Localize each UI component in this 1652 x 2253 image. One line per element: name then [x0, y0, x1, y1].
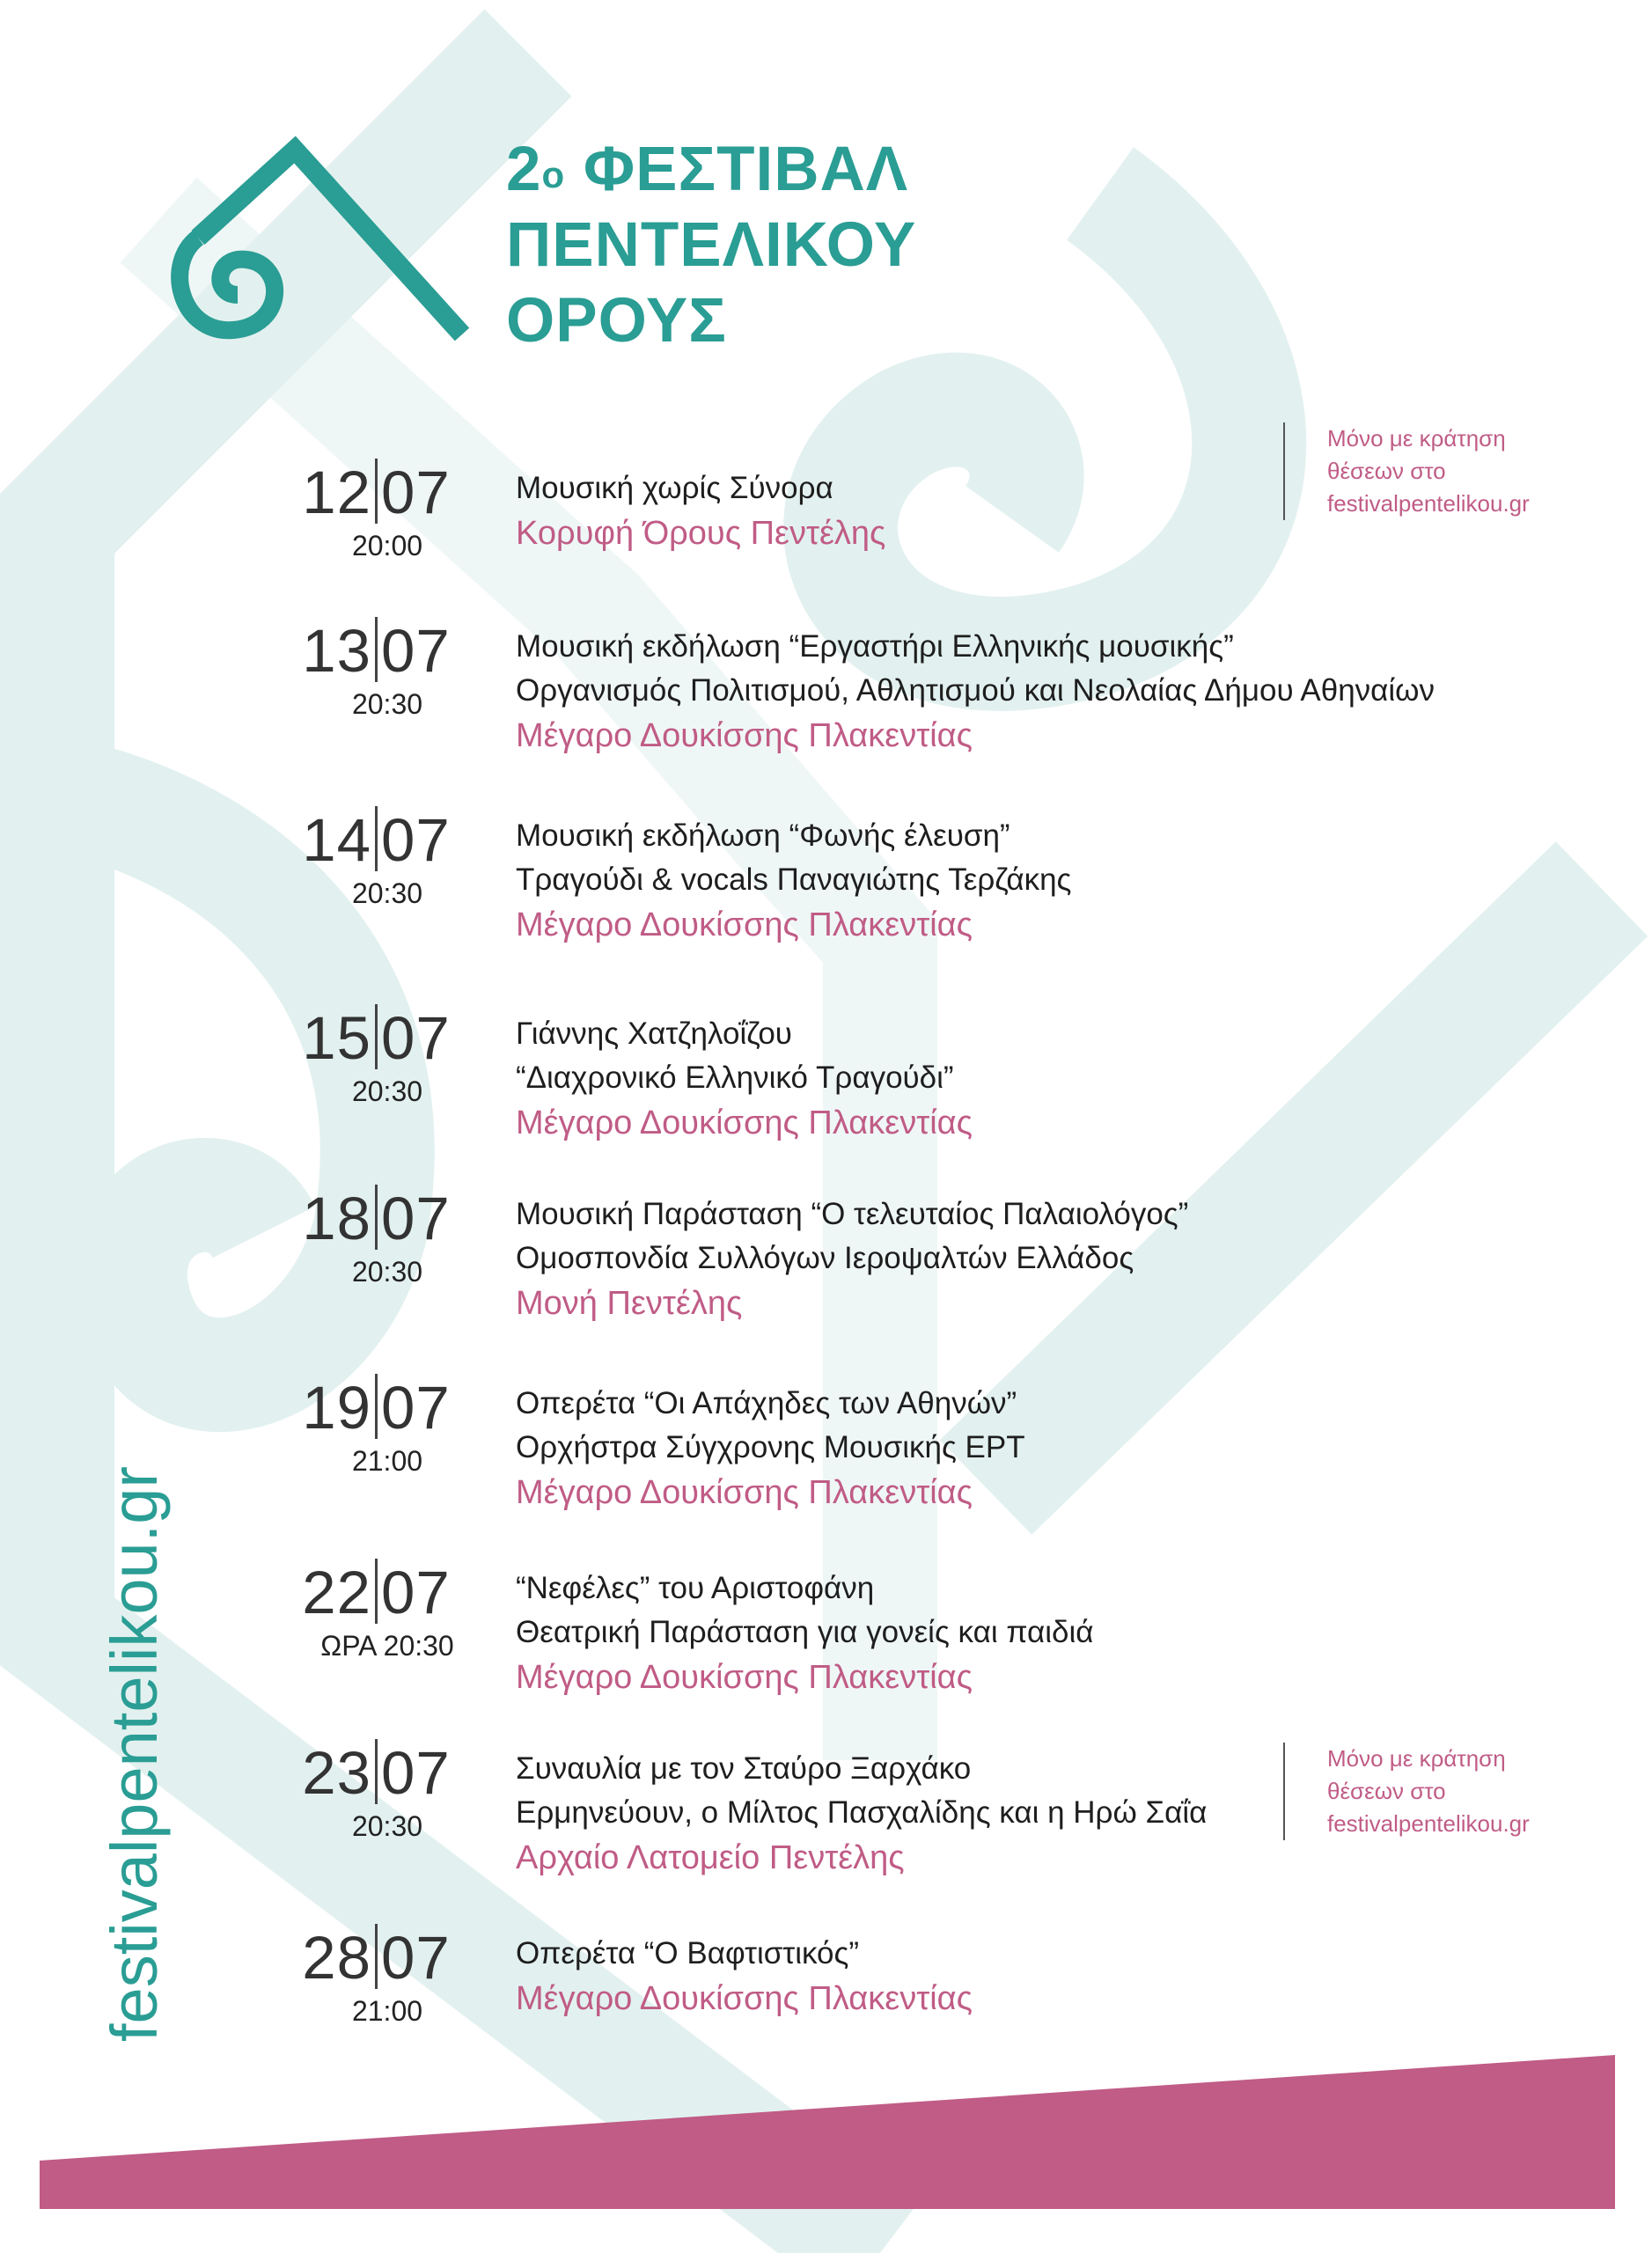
event-time: 20:30: [351, 1810, 423, 1842]
event-time: 20:30: [351, 1075, 423, 1107]
reservation-link[interactable]: festivalpentelikou.gr: [1327, 1810, 1530, 1837]
event-date: 23 07: [302, 1739, 451, 1807]
event-subtitle: Θεατρική Παράσταση για γονείς και παιδιά: [516, 1615, 1094, 1649]
reservation-note: Μόνο με κράτηση θέσεων στο festivalpentelikou.gr: [1283, 422, 1530, 520]
event-venue: Μέγαρο Δουκίσσης Πλακεντίας: [516, 906, 973, 943]
event-time: 20:30: [351, 1256, 423, 1288]
event-title: Γιάννης Χατζηλοΐζου: [516, 1016, 792, 1051]
event-title: Μουσική χωρίς Σύνορα: [516, 471, 833, 505]
event-time: ΩΡΑ 20:30: [320, 1630, 454, 1662]
title-line-1: $2^o$ ΦΕΣΤΙΒΑΛ: [506, 135, 909, 204]
event-venue: Μέγαρο Δουκίσσης Πλακεντίας: [516, 1980, 973, 2017]
event-subtitle: Ερμηνεύουν, ο Μίλτος Πασχαλίδης και η Ηρώ Σαΐα: [516, 1795, 1208, 1830]
event-time: 20:30: [351, 688, 423, 720]
festival-logo-icon: [163, 132, 488, 343]
event-title: Οπερέτα “Οι Απάχηδες των Αθηνών”: [516, 1386, 1017, 1420]
side-website-url: festivalpentelikou.gr: [98, 1465, 171, 2042]
event-date: 12 07: [302, 459, 451, 526]
event-subtitle: Ορχήστρα Σύγχρονης Μουσικής ΕΡΤ: [516, 1430, 1025, 1464]
festival-title: [506, 132, 916, 359]
reservation-link[interactable]: festivalpentelikou.gr: [1327, 490, 1530, 517]
event-venue: Κορυφή Όρους Πεντέλης: [516, 515, 886, 552]
event-time: 20:00: [351, 530, 423, 561]
event-title: Μουσική εκδήλωση “Εργαστήρι Ελληνικής μουσικής”: [516, 629, 1234, 664]
event-time: 20:30: [351, 877, 423, 909]
event-subtitle: Ομοσπονδία Συλλόγων Ιεροψαλτών Ελλάδος: [516, 1241, 1134, 1275]
event-title: Μουσική εκδήλωση “Φωνής έλευση”: [516, 818, 1010, 853]
event-title: Οπερέτα “Ο Βαφτιστικός”: [516, 1936, 860, 1970]
event-subtitle: “Διαχρονικό Ελληνικό Τραγούδι”: [516, 1060, 954, 1095]
title-line-3: ΟΡΟΥΣ: [506, 286, 727, 356]
event-title: Συναυλία με τον Σταύρο Ξαρχάκο: [516, 1751, 972, 1786]
event-time: 21:00: [351, 1445, 423, 1477]
event-time: 21:00: [351, 1995, 423, 2027]
event-subtitle: Τραγούδι & vocals Παναγιώτης Τερζάκης: [516, 862, 1072, 897]
event-date: 13 07: [302, 617, 451, 685]
event-date: 18 07: [302, 1185, 451, 1252]
event-venue: Μονή Πεντέλης: [516, 1285, 743, 1322]
event-venue: Μέγαρο Δουκίσσης Πλακεντίας: [516, 717, 973, 754]
event-date: 28 07: [302, 1924, 451, 1992]
event-venue: Μέγαρο Δουκίσσης Πλακεντίας: [516, 1659, 973, 1696]
event-venue: Αρχαίο Λατομείο Πεντέλης: [516, 1839, 905, 1876]
event-venue: Μέγαρο Δουκίσσης Πλακεντίας: [516, 1474, 973, 1511]
event-date: 14 07: [302, 806, 451, 874]
title-line-2: ΠΕΝΤΕΛΙΚΟΥ: [506, 210, 917, 280]
event-date: 15 07: [302, 1004, 451, 1072]
reservation-note: Μόνο με κράτηση θέσεων στο festivalpentelikou.gr: [1283, 1743, 1530, 1840]
event-date: 22 07: [302, 1559, 451, 1626]
event-date: 19 07: [302, 1374, 451, 1442]
event-venue: Μέγαρο Δουκίσσης Πλακεντίας: [516, 1104, 973, 1141]
event-subtitle: Οργανισμός Πολιτισμού, Αθλητισμού και Νεολαίας Δήμου Αθηναίων: [516, 673, 1435, 708]
event-title: “Νεφέλες” του Αριστοφάνη: [516, 1571, 875, 1605]
event-title: Μουσική Παράσταση “Ο τελευταίος Παλαιολόγος”: [516, 1197, 1189, 1231]
